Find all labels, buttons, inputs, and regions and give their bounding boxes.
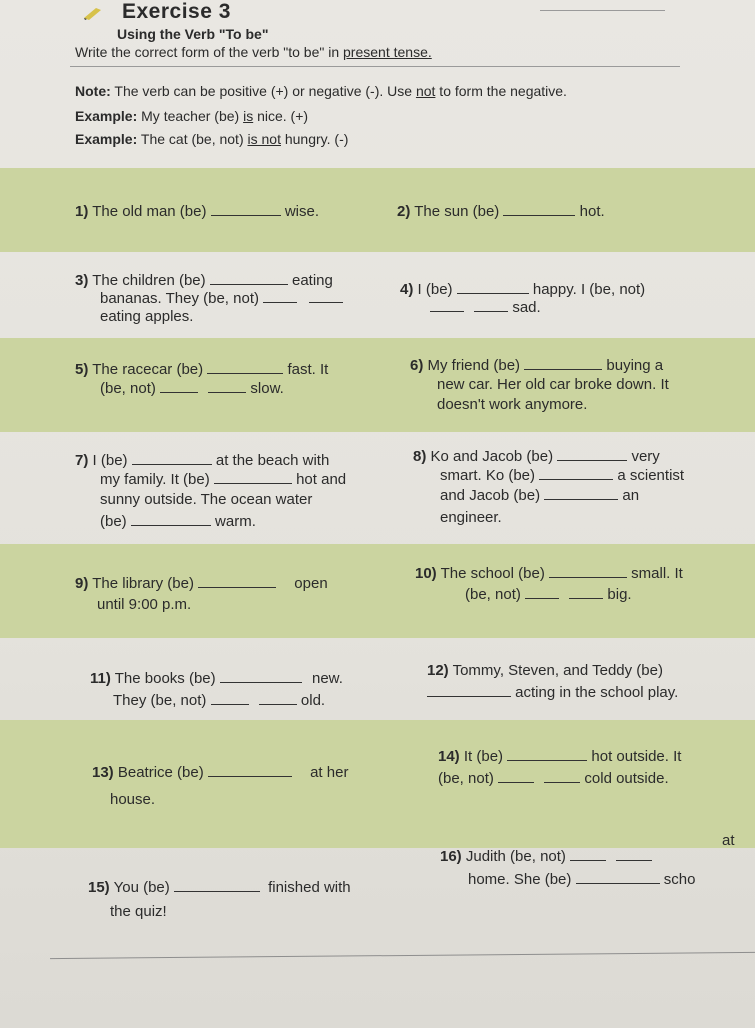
note-emphasis: not xyxy=(415,83,436,99)
exercise-title: Exercise 3 xyxy=(122,0,231,23)
bottom-divider xyxy=(50,952,755,959)
question-7-line-2 xyxy=(100,471,346,488)
question-16-line-2 xyxy=(468,871,695,888)
question-text: bananas. They (be, not) xyxy=(100,290,259,307)
question-10-line-2 xyxy=(465,586,632,603)
question-text: wise. xyxy=(284,203,320,220)
question-number: 1) xyxy=(75,203,89,220)
question-10-line-1 xyxy=(415,565,683,582)
answer-blank[interactable] xyxy=(210,284,288,285)
example-label: Example: xyxy=(75,108,138,124)
answer-blank[interactable] xyxy=(174,891,260,892)
question-7-line-1 xyxy=(75,452,329,469)
question-text: (be, not) xyxy=(100,380,156,397)
question-16-text-at: at xyxy=(722,832,735,849)
question-text: It (be) xyxy=(463,748,504,765)
answer-blank[interactable] xyxy=(498,782,534,783)
answer-blank[interactable] xyxy=(616,860,652,861)
question-text: sad. xyxy=(512,299,541,316)
example-answer: is not xyxy=(247,131,281,147)
answer-blank[interactable] xyxy=(570,860,606,861)
question-number: 4) xyxy=(400,281,414,298)
question-15-line-1 xyxy=(88,879,351,896)
pencil-logo-icon xyxy=(82,6,104,20)
question-11-line-1 xyxy=(90,670,343,687)
question-text: my family. It (be) xyxy=(100,471,210,488)
answer-blank[interactable] xyxy=(160,392,198,393)
divider xyxy=(70,66,680,67)
note-text-end: to form the negative. xyxy=(435,83,567,99)
question-text: My friend (be) xyxy=(427,357,521,374)
question-14-line-2 xyxy=(438,770,669,787)
question-number: 9) xyxy=(75,575,89,592)
answer-blank[interactable] xyxy=(457,293,529,294)
question-text: hot and xyxy=(296,471,347,488)
question-text: You (be) xyxy=(113,879,170,896)
question-number: 5) xyxy=(75,361,89,378)
question-9-line-2: until 9:00 p.m. xyxy=(97,596,192,613)
question-text: happy. I (be, not) xyxy=(532,281,646,298)
question-number: 14) xyxy=(438,748,460,765)
question-number: 11) xyxy=(90,670,111,687)
question-8-line-2 xyxy=(440,467,684,484)
answer-blank[interactable] xyxy=(220,682,302,683)
answer-blank[interactable] xyxy=(544,499,618,500)
note-text: The verb can be positive (+) or negative (-). Use xyxy=(114,83,416,99)
question-text: slow. xyxy=(250,380,284,397)
answer-blank[interactable] xyxy=(569,598,603,599)
note-line xyxy=(75,83,567,99)
question-text: small. It xyxy=(631,565,683,582)
question-text: The children (be) xyxy=(92,272,206,289)
question-text: acting in the school play. xyxy=(515,684,679,701)
question-12-line-1 xyxy=(427,662,663,679)
question-text: eating xyxy=(291,272,333,289)
question-text: finished with xyxy=(268,879,351,896)
question-7-line-3: sunny outside. The ocean water xyxy=(100,491,313,508)
question-5-line-2 xyxy=(100,380,284,397)
question-6-line-3: doesn't work anymore. xyxy=(437,396,588,413)
question-13-line-2: house. xyxy=(110,791,156,808)
question-2 xyxy=(397,203,605,220)
question-6-line-1 xyxy=(410,357,663,374)
answer-blank[interactable] xyxy=(430,311,464,312)
question-text: hot. xyxy=(579,203,605,220)
question-text: a scientist xyxy=(617,467,685,484)
answer-blank[interactable] xyxy=(503,215,575,216)
question-7-line-4 xyxy=(100,513,256,530)
question-text: The sun (be) xyxy=(414,203,500,220)
question-text: at the beach with xyxy=(215,452,330,469)
question-9-line-1 xyxy=(75,575,328,592)
question-text: open xyxy=(294,575,328,592)
question-text: I (be) xyxy=(92,452,128,469)
question-number: 8) xyxy=(413,448,427,465)
question-text: an xyxy=(622,487,640,504)
question-6-line-2: new car. Her old car broke down. It xyxy=(437,376,669,393)
question-text: old. xyxy=(300,692,326,709)
answer-blank[interactable] xyxy=(198,587,276,588)
question-text: new. xyxy=(312,670,343,687)
question-number: 16) xyxy=(440,848,462,865)
question-text: cold outside. xyxy=(584,770,669,787)
question-text: Judith (be, not) xyxy=(465,848,566,865)
example-text-end: hungry. (-) xyxy=(280,131,349,147)
answer-blank[interactable] xyxy=(208,776,292,777)
answer-blank[interactable] xyxy=(549,577,627,578)
answer-blank[interactable] xyxy=(539,479,613,480)
question-text: fast. It xyxy=(287,361,329,378)
question-16-line-1 xyxy=(440,848,652,865)
example-answer: is xyxy=(243,108,254,124)
answer-blank[interactable] xyxy=(525,598,559,599)
question-8-line-3 xyxy=(440,487,639,504)
question-number: 12) xyxy=(427,662,449,679)
note-label: Note: xyxy=(75,83,111,99)
question-number: 15) xyxy=(88,879,110,896)
instructions-emphasis: present tense. xyxy=(343,44,432,60)
question-text: (be, not) xyxy=(465,586,521,603)
question-3-line-1 xyxy=(75,272,333,289)
question-text: home. She (be) xyxy=(468,871,572,888)
question-5-line-1 xyxy=(75,361,328,378)
example-text: My teacher (be) xyxy=(141,108,244,124)
answer-blank[interactable] xyxy=(263,302,297,303)
question-text: Ko and Jacob (be) xyxy=(430,448,554,465)
example-text-end: nice. (+) xyxy=(253,108,309,124)
question-number: 2) xyxy=(397,203,411,220)
answer-blank[interactable] xyxy=(207,373,283,374)
answer-blank[interactable] xyxy=(211,215,281,216)
question-13-line-1 xyxy=(92,764,348,781)
answer-blank[interactable] xyxy=(211,704,249,705)
example-text: The cat (be, not) xyxy=(140,131,248,147)
answer-blank[interactable] xyxy=(557,460,627,461)
question-text: warm. xyxy=(215,513,256,530)
question-number: 13) xyxy=(92,764,114,781)
question-number: 7) xyxy=(75,452,89,469)
question-text: I (be) xyxy=(417,281,453,298)
question-number: 6) xyxy=(410,357,424,374)
question-text: buying a xyxy=(606,357,664,374)
question-text: Tommy, Steven, and Teddy (be) xyxy=(452,662,663,679)
question-text: The racecar (be) xyxy=(92,361,204,378)
name-line xyxy=(540,10,665,11)
question-4-line-1 xyxy=(400,281,645,298)
answer-blank[interactable] xyxy=(474,311,508,312)
question-3-line-3: eating apples. xyxy=(100,308,194,325)
question-11-line-2 xyxy=(113,692,325,709)
question-text: The school (be) xyxy=(440,565,545,582)
question-text: scho xyxy=(663,871,696,888)
answer-blank[interactable] xyxy=(208,392,246,393)
instructions-text: Write the correct form of the verb "to be" in xyxy=(75,44,344,60)
question-number: 10) xyxy=(415,565,437,582)
answer-blank[interactable] xyxy=(427,696,511,697)
answer-blank[interactable] xyxy=(544,782,580,783)
question-1 xyxy=(75,203,319,220)
question-text: very xyxy=(631,448,660,465)
question-text: (be, not) xyxy=(438,770,494,787)
question-text: The library (be) xyxy=(92,575,194,592)
question-text: Beatrice (be) xyxy=(117,764,204,781)
instructions xyxy=(75,44,432,60)
question-3-line-2 xyxy=(100,290,343,307)
question-text: The old man (be) xyxy=(92,203,207,220)
answer-blank[interactable] xyxy=(309,302,343,303)
example-1 xyxy=(75,108,308,124)
question-text: The books (be) xyxy=(114,670,216,687)
question-number: 3) xyxy=(75,272,89,289)
question-text: at her xyxy=(310,764,349,781)
example-2 xyxy=(75,131,348,147)
answer-blank[interactable] xyxy=(524,369,602,370)
question-text: (be) xyxy=(100,513,127,530)
answer-blank[interactable] xyxy=(214,483,292,484)
question-12-line-2 xyxy=(427,684,678,701)
answer-blank[interactable] xyxy=(132,464,212,465)
question-text: hot outside. It xyxy=(591,748,682,765)
question-14-line-1 xyxy=(438,748,681,765)
answer-blank[interactable] xyxy=(259,704,297,705)
question-4-line-2 xyxy=(430,299,541,316)
answer-blank[interactable] xyxy=(131,525,211,526)
question-text: smart. Ko (be) xyxy=(440,467,536,484)
answer-blank[interactable] xyxy=(507,760,587,761)
exercise-subtitle: Using the Verb "To be" xyxy=(117,26,269,42)
question-8-line-1 xyxy=(413,448,660,465)
question-text: They (be, not) xyxy=(113,692,207,709)
answer-blank[interactable] xyxy=(576,883,660,884)
question-text: and Jacob (be) xyxy=(440,487,541,504)
question-text: big. xyxy=(607,586,632,603)
question-8-line-4: engineer. xyxy=(440,509,502,526)
question-15-line-2: the quiz! xyxy=(110,903,167,920)
example-label: Example: xyxy=(75,131,138,147)
